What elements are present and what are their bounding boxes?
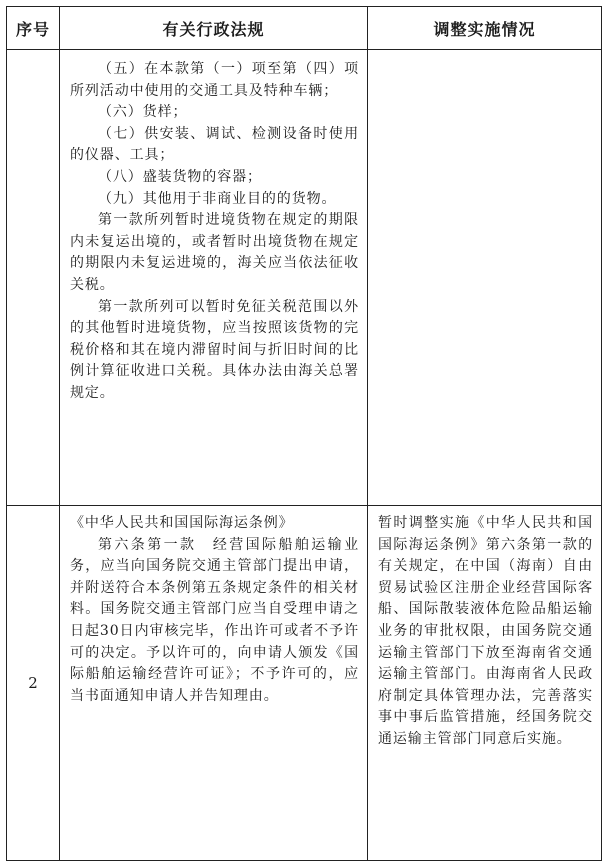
header-adjustment-status: 调整实施情况 [368,7,602,50]
regulation-title: 《中华人民共和国国际海运条例》 [70,515,294,531]
regulation-cell [60,50,368,506]
regulation-cell [60,506,368,861]
adjustment-cell [368,50,602,506]
regulation-table [6,6,602,861]
regulation-item-9: （九）其他用于非商业目的的货物。 [98,190,337,207]
row-number-cell: 2 [7,506,60,861]
regulation-item-8: （八）盛装货物的容器； [98,168,262,185]
header-administrative-regulation: 有关行政法规 [60,7,368,50]
regulation-item-5: （五）在本款第（一）项至第（四）项所列活动中使用的交通工具及特种车辆； [70,61,359,99]
regulation-paragraph-tax-levy: 第一款所列暂时进境货物在规定的期限内未复运出境的，或者暂时出境货物在规定的期限内未复运进境的，海关应当依法征收关税。 [70,212,359,293]
adjustment-cell [368,506,602,861]
regulation-paragraph-import-duty: 第一款所列可以暂时免征关税范围以外的其他暂时进境货物，应当按照该货物的完税价格和其在境内滞留时间与折旧时间的比例计算征收进口关税。具体办法由海关总署规定。 [70,298,359,401]
header-serial-number: 序号 [7,7,60,50]
table-row [7,506,602,861]
regulation-item-7: （七）供安装、调试、检测设备时使用的仪器、工具； [70,125,359,164]
table-header-row [7,7,602,50]
regulation-item-6: （六）货样； [98,104,188,121]
regulation-article: 第六条第一款 经营国际船舶运输业务，应当向国务院交通主管部门提出申请，并附送符合本条例第五条规定条件的相关材料。国务院交通主管部门应当自受理申请之日起30日内审核完毕，作出许可或者不予许可的决定。予以许可的，向申请人颁发《国际船舶运输经营许可证》；不予许可的，应当书面通知申请人并告知理由。 [70,536,359,704]
row-number-cell [7,50,60,506]
adjustment-text: 暂时调整实施《中华人民共和国国际海运条例》第六条第一款的有关规定，在中国（海南）自由贸易试验区注册企业经营国际客船、国际散装液体危险品船运输业务的审批权限，由国务院交通运输主管部门下放至海南省交通运输主管部门。由海南省人民政府制定具体管理办法，完善落实事中事后监管措施，经国务院交通运输主管部门同意后实施。 [378,515,593,747]
table-row [7,50,602,506]
